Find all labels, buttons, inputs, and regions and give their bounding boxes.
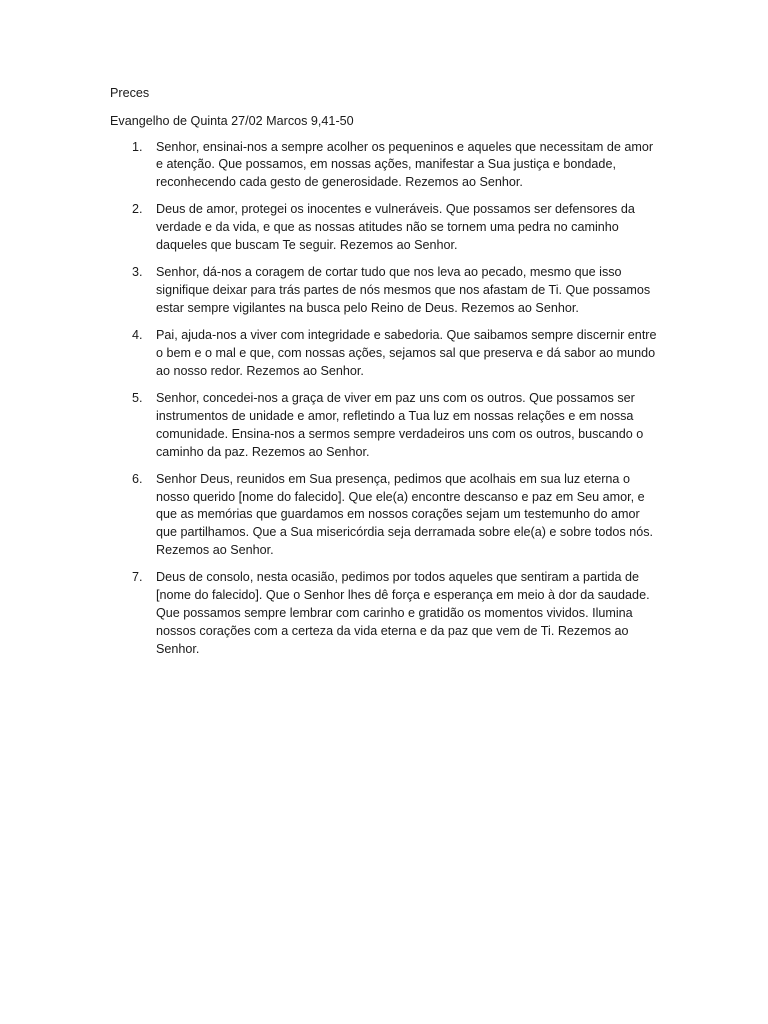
document-body — [110, 85, 660, 668]
prayer-text: Senhor, dá-nos a coragem de cortar tudo que nos leva ao pecado, mesmo que isso signifique deixar para trás partes de nós mesmos que nos afastam de Ti. Que possamos estar sempre vigilantes na busca pelo Reino de Deus. Rezemos ao Senhor. — [156, 265, 651, 315]
prayer-item — [110, 264, 660, 317]
prayer-text: Pai, ajuda-nos a viver com integridade e sabedoria. Que saibamos sempre discernir entre o bem e o mal e que, com nossas ações, sejamos sal que preserva e dá sabor ao mundo ao nosso redor. Rezemos ao Senhor. — [156, 328, 657, 378]
prayer-number: 1. — [132, 139, 143, 154]
prayer-item — [110, 139, 660, 192]
prayer-number: 4. — [132, 328, 143, 343]
prayer-number: 7. — [132, 570, 143, 585]
prayer-item — [110, 569, 660, 658]
prayer-text: Deus de amor, protegei os inocentes e vulneráveis. Que possamos ser defensores da verdade e da vida, e que as nossas atitudes não se tornem uma pedra no caminho daqueles que buscam Te seguir. Rezemos ao Senhor. — [156, 202, 635, 253]
prayer-list — [110, 139, 660, 659]
prayer-item — [110, 201, 660, 254]
prayer-text: Senhor Deus, reunidos em Sua presença, pedimos que acolhais em sua luz eterna o nosso querido [nome do falecido]. Que ele(a) encontre descanso e paz em Seu amor, e que as memórias que guardamos em nossos corações sejam um testemunho do amor que partilhamos. Que a Sua misericórdia seja derramada sobre ele(a) e sobre todos nós. Rezemos ao Senhor. — [156, 471, 654, 558]
prayer-number: 3. — [132, 265, 143, 280]
prayer-number: 6. — [132, 471, 143, 486]
document-title: Preces — [110, 86, 150, 100]
gospel-reference: Evangelho de Quinta 27/02 Marcos 9,41-50 — [110, 113, 354, 128]
prayer-item — [110, 390, 660, 461]
prayer-number: 2. — [132, 202, 143, 217]
prayer-text: Senhor, concedei-nos a graça de viver em paz uns com os outros. Que possamos ser instrumentos de unidade e amor, refletindo a Tua luz em nossas relações e em nossa comunidade. Ensina-nos a sermos sempre verdadeiros uns com os outros, buscando o caminho da paz. Rezemos ao Senhor. — [156, 391, 644, 459]
prayer-text: Deus de consolo, nesta ocasião, pedimos por todos aqueles que sentiram a partida de [nome do falecido]. Que o Senhor lhes dê força e esperança em meio à dor da saudade. Que possamos sempre lembrar com carinho e gratidão os momentos vividos. Ilumina nossos corações com a certeza da vida eterna e da paz que vem de Ti. Rezemos ao Senhor. — [156, 570, 650, 656]
prayer-number: 5. — [132, 391, 143, 406]
prayer-item — [110, 471, 660, 560]
prayer-item — [110, 327, 660, 380]
prayer-text: Senhor, ensinai-nos a sempre acolher os pequeninos e aqueles que necessitam de amor e atenção. Que possamos, em nossas ações, manifestar a Sua justiça e bondade, reconhecendo cada gesto de generosidade. Rezemos ao Senhor. — [156, 139, 654, 190]
